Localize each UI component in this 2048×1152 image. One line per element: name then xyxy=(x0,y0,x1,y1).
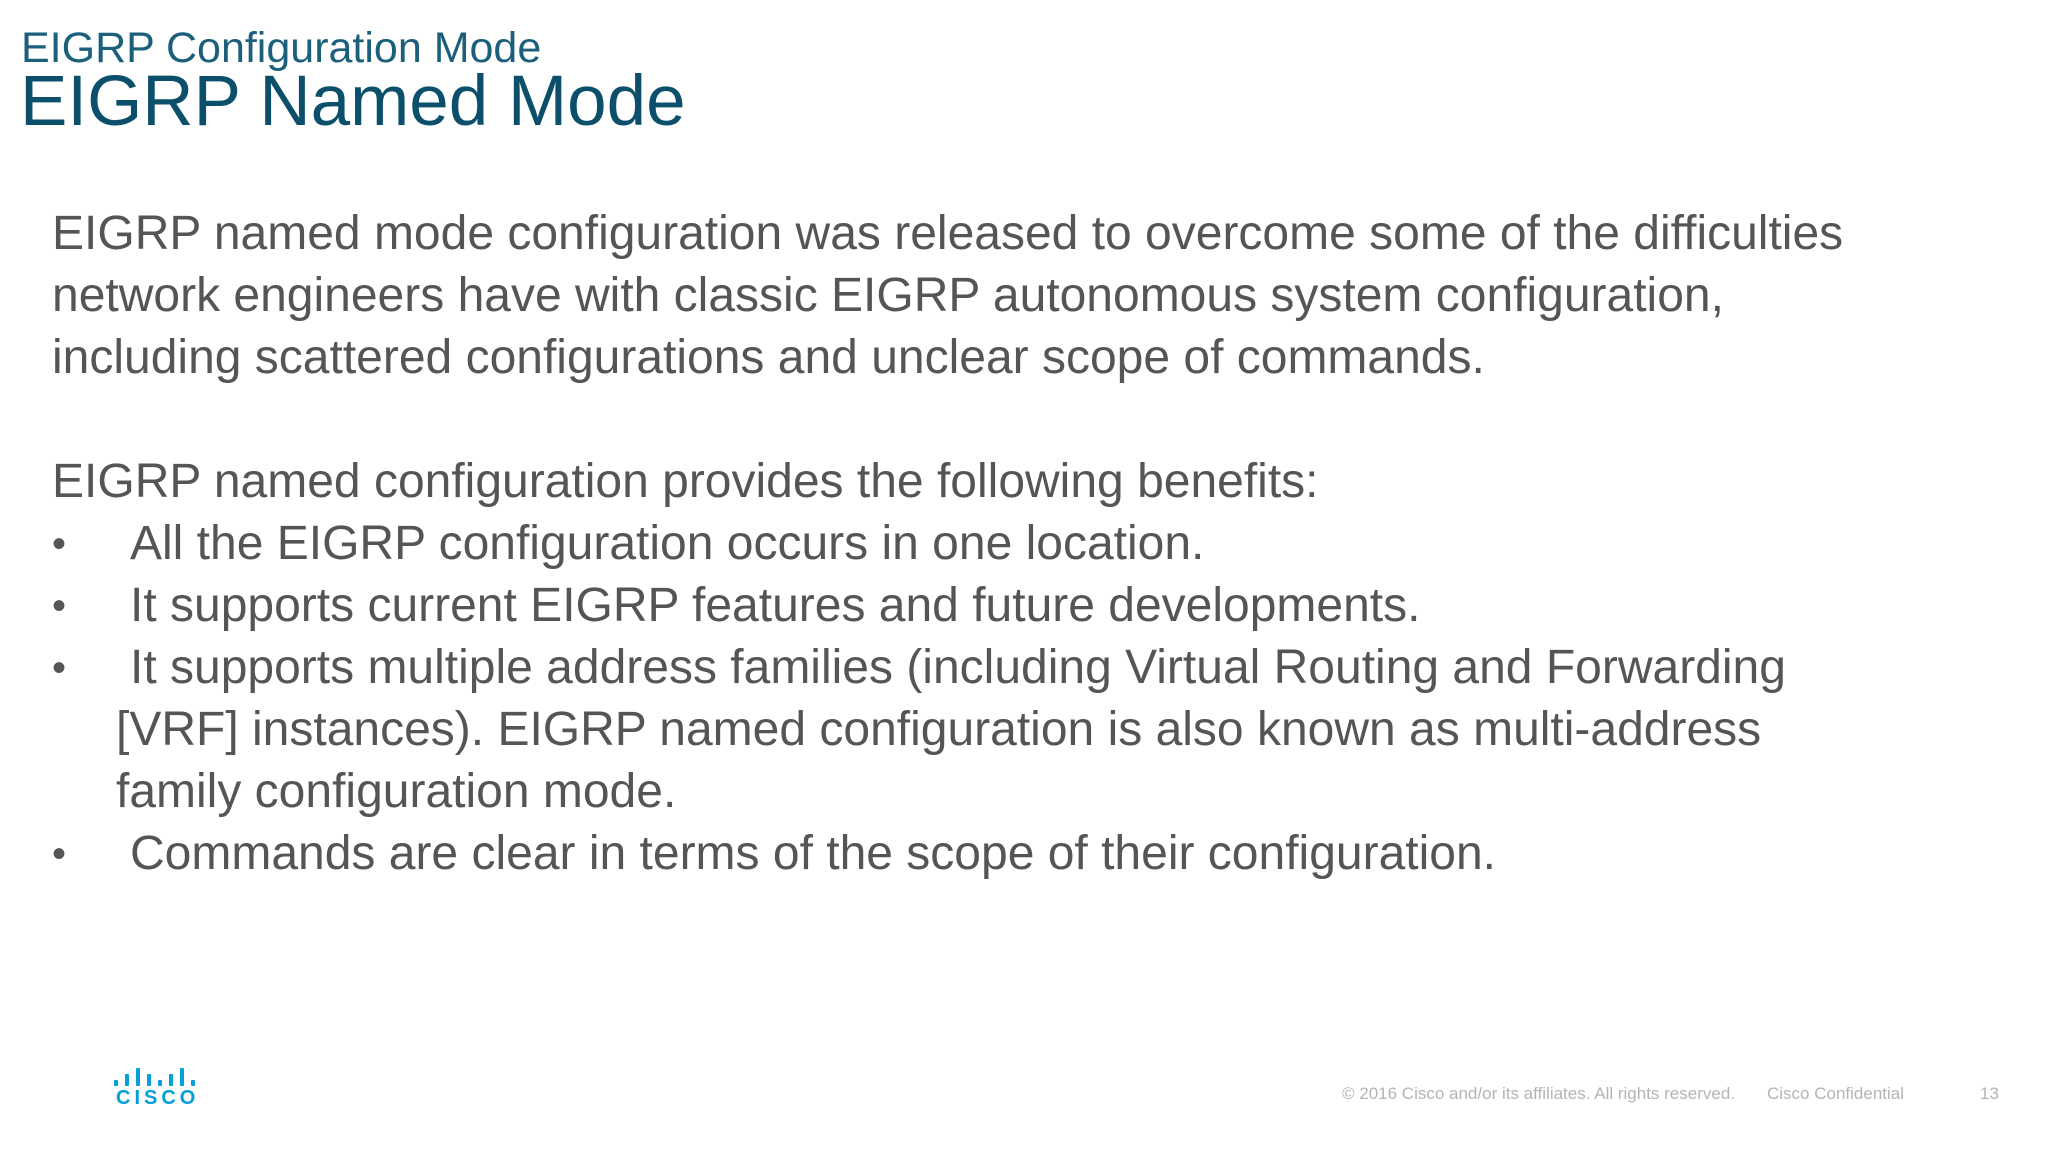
cisco-wordmark: CISCO xyxy=(116,1087,200,1109)
bullet-icon: • xyxy=(52,584,67,628)
page-number: 13 xyxy=(1980,1084,1999,1103)
benefit-text: All the EIGRP configuration occurs in one location. xyxy=(130,517,1205,570)
intro-line: including scattered configurations and unclear scope of commands. xyxy=(52,331,1485,384)
benefit-text: Commands are clear in terms of the scope of their configuration. xyxy=(130,827,1496,880)
slide-title: EIGRP Named Mode xyxy=(20,62,686,141)
benefit-item xyxy=(52,513,2012,575)
benefit-text: [VRF] instances). EIGRP named configuration is also known as multi-address xyxy=(116,703,1762,756)
cisco-logo xyxy=(112,1066,200,1110)
footer-confidential: Cisco Confidential xyxy=(1767,1084,1905,1103)
benefits-intro: EIGRP named configuration provides the following benefits: xyxy=(52,455,1319,508)
benefits-list xyxy=(52,513,2012,885)
benefits-section xyxy=(52,451,2012,885)
intro-line: network engineers have with classic EIGRP autonomous system configuration, xyxy=(52,269,1724,322)
slide-supertitle: EIGRP Configuration Mode xyxy=(21,24,542,72)
cisco-bars-icon xyxy=(112,1066,196,1086)
benefit-item xyxy=(52,637,2012,823)
slide-body xyxy=(52,203,2012,885)
benefit-text: It supports multiple address families (including Virtual Routing and Forwarding xyxy=(130,641,1786,694)
intro-line: EIGRP named mode configuration was released to overcome some of the difficulties xyxy=(52,207,1844,260)
benefit-text: It supports current EIGRP features and future developments. xyxy=(130,579,1421,632)
benefit-text: family configuration mode. xyxy=(116,765,677,818)
benefit-item xyxy=(52,823,2012,885)
bullet-icon: • xyxy=(52,646,67,690)
intro-paragraph xyxy=(52,203,2012,389)
bullet-icon: • xyxy=(52,522,67,566)
footer-copyright: © 2016 Cisco and/or its affiliates. All rights reserved. xyxy=(1342,1084,1736,1103)
bullet-icon: • xyxy=(52,832,67,876)
benefit-item xyxy=(52,575,2012,637)
